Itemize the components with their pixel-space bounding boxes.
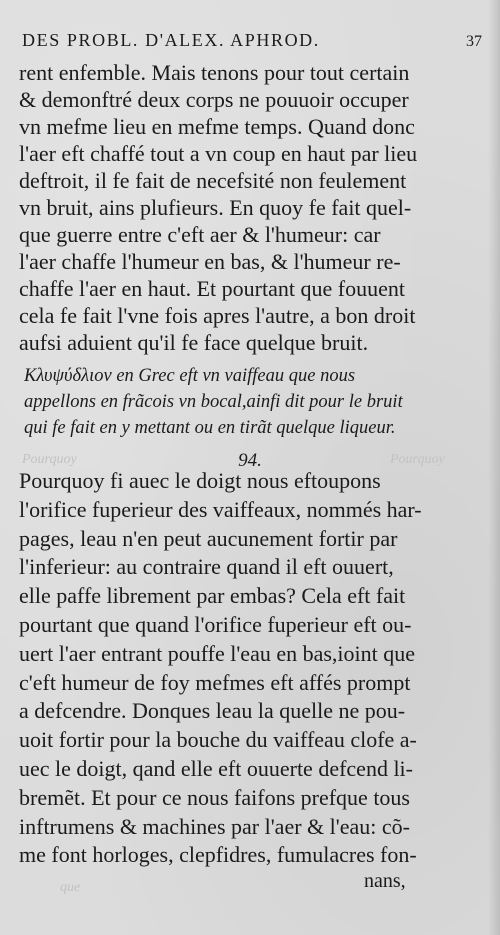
text-line: chaffe l'aer en haut. Et pourtant que fouuent [19, 276, 405, 301]
text-line: c'eft humeur de foy mefmes eft affés prompt [19, 669, 411, 695]
text-line: rent enfemble. Mais tenons pour tout certain [19, 60, 410, 85]
text-line: elle paffe librement par embas? Cela eft fait [19, 583, 406, 609]
running-head [22, 30, 482, 51]
text-line: uec le doigt, qand elle eft ouuerte defcend li- [19, 756, 413, 781]
text-line: inftrumens & machines par l'aer & l'eau: cõ- [19, 813, 410, 839]
text-line: vn bruit, ains plufieurs. En quoy fe fait quel- [19, 195, 412, 220]
text-line: uert l'aer entrant pouffe l'eau en bas,ioint que [19, 640, 416, 666]
text-line: l'aer eft chaffé tout a vn coup en haut par lieu [19, 141, 418, 166]
note-line: qui fe fait en y mettant ou en tirãt quelque liqueur. [24, 418, 396, 438]
text-line: l'inferieur: au contraire quand il eft ouuert, [19, 554, 394, 580]
section-number: 94. [238, 450, 262, 471]
page-edge-shadow [488, 0, 500, 935]
catchword: nans, [364, 870, 406, 892]
text-line: vn mefme lieu en mefme temps. Quand donc [19, 114, 415, 139]
text-line: deftroit, il fe fait de necefsité non feulement [19, 168, 407, 193]
note-line: appellons en frãcois vn bocal,ainfi dit pour le bruit [24, 392, 403, 412]
text-line: uoit fortir pour la bouche du vaiffeau clofe a- [19, 727, 417, 753]
text-line: aufsi aduient qu'il fe face quelque bruit. [19, 330, 369, 355]
bleed-through-text: que [60, 880, 81, 895]
running-title: DES PROBL. D'ALEX. APHROD. [22, 30, 320, 50]
text-line: & demonftré deux corps ne pouuoir occuper [19, 87, 409, 112]
text-line: cela fe fait l'vne fois apres l'autre, a bon droit [19, 303, 416, 328]
text-line: l'orifice fuperieur des vaiffeaux, nommés har- [19, 496, 422, 522]
text-line: bremẽt. Et pour ce nous faifons prefque tous [19, 784, 410, 810]
bleed-through-text: Pourquoy [22, 452, 77, 467]
text-line: pourtant que quand l'orifice fuperieur eft ou- [19, 612, 412, 637]
text-line: a defcendre. Donques leau la quelle ne pou- [19, 698, 406, 724]
bleed-through-text: Pourquoy [390, 452, 445, 467]
text-line: me font horloges, clepfidres, fumulacres fon- [19, 842, 417, 868]
note-line: Κλυψύδλιον en Grec eft vn vaiffeau que nous [24, 366, 356, 386]
text-line: pages, leau n'en peut aucunement fortir par [19, 525, 398, 551]
text-line: l'aer chaffe l'humeur en bas, & l'humeur re- [19, 249, 401, 274]
page-number: 37 [466, 33, 482, 50]
text-line: que guerre entre c'eft aer & l'humeur: car [19, 222, 381, 247]
text-line: Pourquoy fi auec le doigt nous eftoupons [19, 468, 381, 493]
